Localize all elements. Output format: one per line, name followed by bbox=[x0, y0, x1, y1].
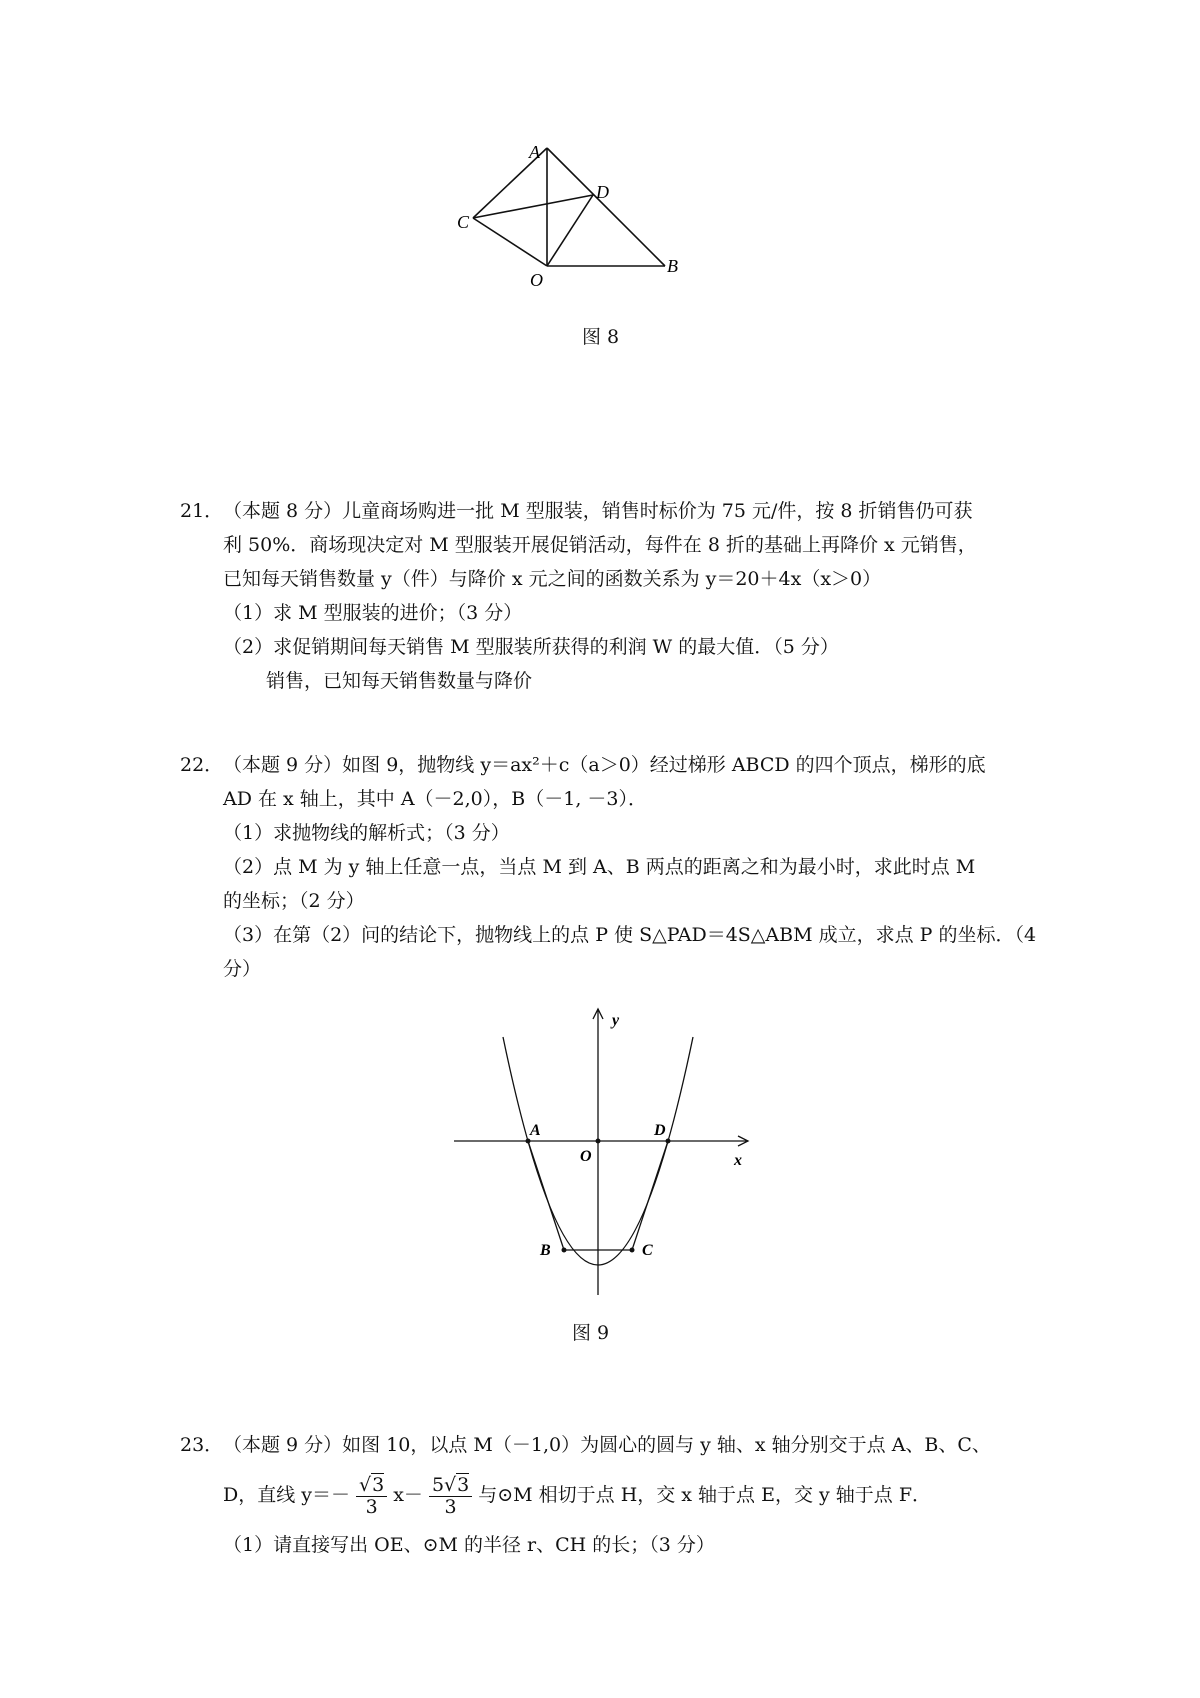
q23-line2-post: 与⊙M 相切于点 H，交 x 轴于点 E，交 y 轴于点 F． bbox=[478, 1484, 931, 1506]
q22-part3a: （3）在第（2）问的结论下，抛物线上的点 P 使 S△PAD＝4S△ABM 成立，求点 P 的坐标．（4 bbox=[223, 924, 1037, 946]
figure-8 bbox=[455, 140, 755, 310]
label-y: y bbox=[612, 1012, 620, 1029]
segment-CO bbox=[473, 218, 547, 266]
segment-AB bbox=[528, 1141, 564, 1250]
label-B: B bbox=[540, 1242, 551, 1259]
q22-line2: AD 在 x 轴上，其中 A（－2,0），B（－1, －3）． bbox=[223, 788, 647, 810]
q22-part3b: 分） bbox=[223, 958, 262, 980]
question-23 bbox=[180, 1428, 1060, 1562]
point-C bbox=[630, 1248, 635, 1253]
q23-text-1: （本题 9 分）如图 10，以点 M（－1,0）为圆心的圆与 y 轴、x 轴分别交于点 A、B、C、 bbox=[223, 1434, 991, 1456]
segment-CD bbox=[473, 195, 593, 218]
q23-line1 bbox=[180, 1428, 1060, 1462]
q21-extra: 销售，已知每天销售数量与降价 bbox=[266, 670, 533, 692]
q23-line2-pre: D，直线 y＝－ bbox=[223, 1484, 351, 1506]
point-B bbox=[562, 1248, 567, 1253]
point-O bbox=[596, 1139, 601, 1144]
q23-number: 23． bbox=[180, 1434, 224, 1456]
frac2-radicand: 3 bbox=[457, 1473, 470, 1496]
q21-part1: （1）求 M 型服装的进价；（3 分） bbox=[223, 602, 523, 624]
q21-line3: 已知每天销售数量 y（件）与降价 x 元之间的函数关系为 y＝20＋4x（x＞0） bbox=[223, 568, 882, 590]
figure-9-caption: 图 9 bbox=[572, 1322, 610, 1344]
q22-part2a: （2）点 M 为 y 轴上任意一点，当点 M 到 A、B 两点的距离之和为最小时，求此时点 M bbox=[223, 856, 976, 878]
label-x: x bbox=[734, 1152, 742, 1169]
question-21 bbox=[180, 494, 1040, 698]
frac1-denominator: 3 bbox=[365, 1495, 378, 1518]
segment-AB bbox=[547, 148, 665, 266]
label-A: A bbox=[530, 1122, 541, 1139]
figure-9 bbox=[450, 1005, 760, 1295]
q22-number: 22． bbox=[180, 754, 224, 776]
figure-8-caption: 图 8 bbox=[582, 326, 620, 348]
label-D: D bbox=[654, 1122, 666, 1139]
point-A bbox=[526, 1139, 531, 1144]
q21-number: 21． bbox=[180, 500, 224, 522]
q22-text-1: （本题 9 分）如图 9，抛物线 y＝ax²＋c（a＞0）经过梯形 ABCD 的四个顶点，梯形的底 bbox=[223, 754, 986, 776]
q23-part1: （1）请直接写出 OE、⊙M 的半径 r、CH 的长；（3 分） bbox=[223, 1534, 715, 1556]
frac1-radicand: 3 bbox=[372, 1473, 385, 1496]
q23-line2 bbox=[180, 1462, 1060, 1528]
fraction-5sqrt3-over-3: $\frac{5√3}{3}$ bbox=[429, 1475, 472, 1518]
label-D: D bbox=[596, 182, 609, 202]
q22-part2b: 的坐标；（2 分） bbox=[223, 890, 365, 912]
q21-line1 bbox=[180, 494, 1040, 528]
q21-line2: 利 50%．商场现决定对 M 型服装开展促销活动，每件在 8 折的基础上再降价 x 元销售， bbox=[223, 534, 977, 556]
label-O: O bbox=[580, 1148, 592, 1165]
point-D bbox=[666, 1139, 671, 1144]
q21-part2: （2）求促销期间每天销售 M 型服装所获得的利润 W 的最大值．（5 分） bbox=[223, 636, 839, 658]
label-A: A bbox=[529, 142, 540, 162]
q21-text-1: （本题 8 分）儿童商场购进一批 M 型服装，销售时标价为 75 元/件，按 8 折销售仍可获 bbox=[223, 500, 973, 522]
fraction-sqrt3-over-3: $\frac{√3}{3}$ bbox=[356, 1475, 387, 1518]
label-B: B bbox=[667, 256, 678, 276]
frac2-coefficient: 5 bbox=[431, 1473, 445, 1496]
label-C: C bbox=[642, 1242, 653, 1259]
label-C: C bbox=[457, 212, 470, 232]
segment-CD bbox=[632, 1141, 668, 1250]
frac2-denominator: 3 bbox=[444, 1495, 457, 1518]
label-O: O bbox=[530, 270, 543, 290]
q22-line1 bbox=[180, 748, 1040, 782]
segment-OD bbox=[547, 195, 593, 266]
q22-part1: （1）求抛物线的解析式；（3 分） bbox=[223, 822, 510, 844]
question-22 bbox=[180, 748, 1040, 986]
q23-line2-mid: x－ bbox=[393, 1484, 423, 1506]
